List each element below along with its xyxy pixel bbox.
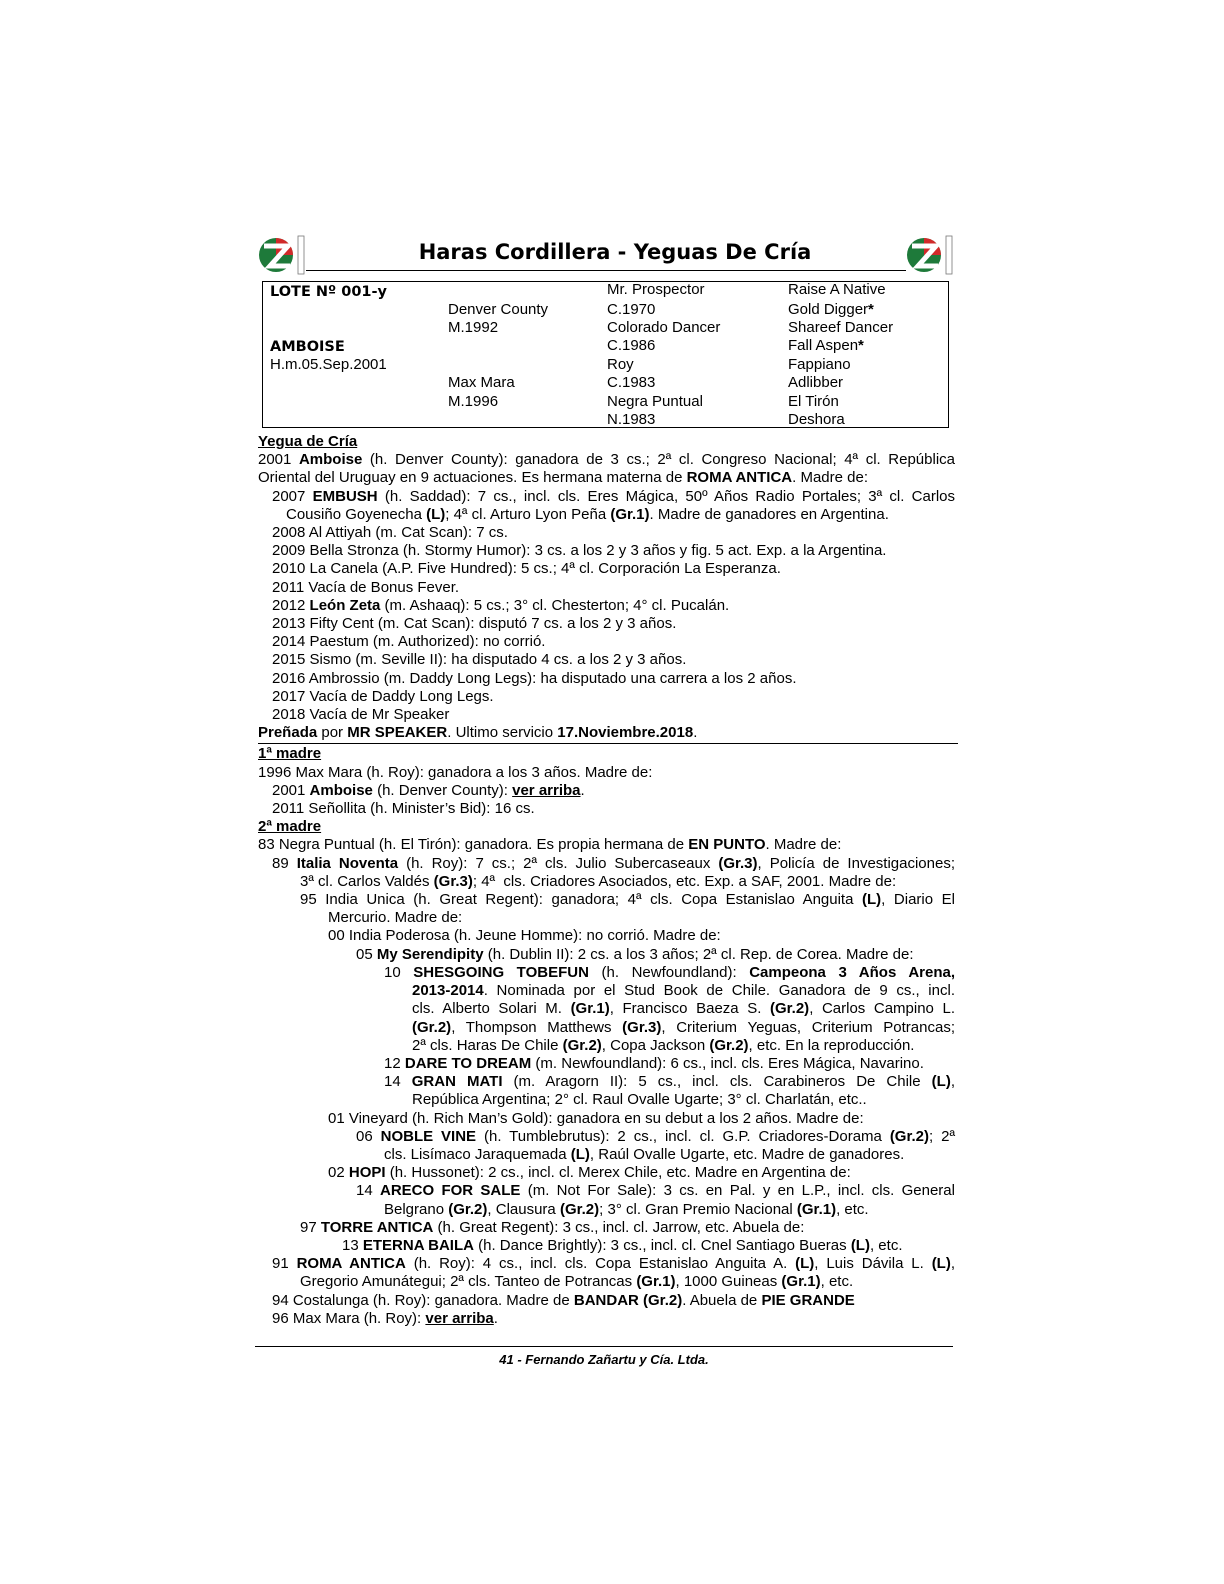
record-line: 83 Negra Puntual (h. El Tirón): ganadora. Es propia hermana de EN PUNTO. Madre de: [258, 836, 842, 854]
record-line: 2010 La Canela (A.P. Five Hundred): 5 cs.; 4ª cl. Corporación La Esperanza. [272, 560, 781, 578]
horse-info: H.m.05.Sep.2001 [270, 356, 387, 373]
record-line: 2013 Fifty Cent (m. Cat Scan): disputó 7 cs. a los 2 y 3 años. [272, 615, 677, 633]
header-divider [306, 270, 906, 271]
record-line: 89 Italia Noventa (h. Roy): 7 cs.; 2ª cls. Julio Subercaseaux (Gr.3), Policía de Investigaciones; [272, 854, 955, 872]
record-line: 12 DARE TO DREAM (m. Newfoundland): 6 cs., incl. cls. Eres Mágica, Navarino. [384, 1054, 924, 1072]
record-line: cls. Lisímaco Jaraquemada (L), Raúl Ovalle Ugarte, etc. Madre de ganadores. [384, 1145, 905, 1163]
great-grandparent-6: Adlibber [788, 374, 844, 391]
record-line: 2017 Vacía de Daddy Long Legs. [272, 687, 494, 705]
record-line: 2014 Paestum (m. Authorized): no corrió. [272, 633, 546, 651]
page-title: Haras Cordillera - Yeguas De Cría [418, 240, 812, 264]
section-yegua-heading: Yegua de Cría [258, 433, 358, 450]
record-line: 01 Vineyard (h. Rich Man’s Gold): ganadora en su debut a los 2 años. Madre de: [328, 1109, 864, 1127]
sire-name: Denver County [448, 301, 549, 318]
grandsire-3: Roy [607, 356, 634, 373]
pregnancy-status: Preñada por MR SPEAKER. Ultimo servicio 17.Noviembre.2018. [258, 724, 698, 742]
record-line: República Argentina; 2° cl. Raul Ovalle Ugarte; 3° cl. Charlatán, etc.. [412, 1091, 867, 1109]
great-grandparent-5: Fappiano [788, 356, 851, 373]
record-line: 14 GRAN MATI (m. Aragorn II): 5 cs., incl. cls. Carabineros De Chile (L), [384, 1073, 955, 1091]
page-footer: 41 - Fernando Zañartu y Cía. Ltda. [499, 1352, 709, 1367]
great-grandparent-4: Fall Aspen* [788, 337, 864, 354]
section-divider [258, 743, 958, 744]
record-line: Cousiño Goyenecha (L); 4ª cl. Arturo Lyon Peña (Gr.1). Madre de ganadores en Argentina. [286, 505, 889, 523]
record-line: 2001 Amboise (h. Denver County): ver arriba. [272, 781, 585, 799]
record-line: cls. Alberto Solari M. (Gr.1), Francisco Baeza S. (Gr.2), Carlos Campino L. [412, 1000, 955, 1018]
record-line: 2015 Sismo (m. Seville II): ha disputado 4 cs. a los 2 y 3 años. [272, 651, 687, 669]
record-line: 95 India Unica (h. Great Regent): ganadora; 4ª cls. Copa Estanislao Anguita (L), Diario El [300, 891, 955, 909]
great-grandparent-7: El Tirón [788, 393, 839, 410]
record-line: 06 NOBLE VINE (h. Tumblebrutus): 2 cs., incl. cl. G.P. Criadores-Dorama (Gr.2); 2ª [356, 1127, 955, 1145]
record-line: 2007 EMBUSH (h. Saddad): 7 cs., incl. cls. Eres Mágica, 50º Años Radio Portales; 3ª cl. Carlos [272, 487, 956, 505]
record-line: 2009 Bella Stronza (h. Stormy Humor): 3 cs. a los 2 y 3 años y fig. 5 act. Exp. a la Argentina. [272, 542, 887, 560]
section-madre1-heading: 1ª madre [258, 745, 322, 763]
record-line: 97 TORRE ANTICA (h. Great Regent): 3 cs., incl. cl. Jarrow, etc. Abuela de: [300, 1218, 805, 1236]
footer-divider [255, 1346, 953, 1347]
record-line: 2001 Amboise (h. Denver County): ganadora de 3 cs.; 2ª cl. Congreso Nacional; 4ª cl. República [258, 451, 955, 469]
lot-number: LOTE Nº 001-y [270, 284, 387, 300]
record-line: 2012 León Zeta (m. Ashaaq): 5 cs.; 3° cl. Chesterton; 4° cl. Pucalán. [272, 596, 730, 614]
grandsire-4-info: N.1983 [607, 411, 656, 428]
grandsire-1: Mr. Prospector [607, 281, 705, 298]
record-line: 02 HOPI (h. Hussonet): 2 cs., incl. cl. Merex Chile, etc. Madre en Argentina de: [328, 1164, 851, 1182]
record-line: 96 Max Mara (h. Roy): ver arriba. [272, 1309, 498, 1327]
record-line: 2018 Vacía de Mr Speaker [272, 706, 450, 724]
grandsire-2-info: C.1986 [607, 337, 656, 354]
dam-info: M.1996 [448, 393, 499, 410]
record-line: Gregorio Amunátegui; 2ª cls. Tanteo de Potrancas (Gr.1), 1000 Guineas (Gr.1), etc. [300, 1273, 854, 1291]
great-grandparent-1: Raise A Native [788, 281, 886, 298]
record-line: Oriental del Uruguay en 9 actuaciones. Es hermana materna de ROMA ANTICA. Madre de: [258, 469, 868, 487]
dam-name: Max Mara [448, 374, 515, 391]
record-line: 2008 Al Attiyah (m. Cat Scan): 7 cs. [272, 524, 508, 542]
record-line: Belgrano (Gr.2), Clausura (Gr.2); 3° cl. Gran Premio Nacional (Gr.1), etc. [384, 1200, 869, 1218]
great-grandparent-8: Deshora [788, 411, 845, 428]
record-line: 2016 Ambrossio (m. Daddy Long Legs): ha disputado una carrera a los 2 años. [272, 669, 797, 687]
record-line: 91 ROMA ANTICA (h. Roy): 4 cs., incl. cls. Copa Estanislao Anguita A. (L), Luis Dávila L. (L), [272, 1255, 956, 1273]
record-line: 10 SHESGOING TOBEFUN (h. Newfoundland): Campeona 3 Años Arena, [384, 963, 956, 981]
grandsire-2: Colorado Dancer [607, 319, 721, 336]
record-line: 2011 Vacía de Bonus Fever. [272, 578, 460, 596]
record-line: 13 ETERNA BAILA (h. Dance Brightly): 3 cs., incl. cl. Cnel Santiago Bueras (L), etc. [342, 1236, 903, 1254]
grandsire-3-info: C.1983 [607, 374, 656, 391]
grandsire-1-info: C.1970 [607, 301, 656, 318]
record-line: 94 Costalunga (h. Roy): ganadora. Madre de BANDAR (Gr.2). Abuela de PIE GRANDE [272, 1291, 855, 1309]
sire-info: M.1992 [448, 319, 499, 336]
great-grandparent-3: Shareef Dancer [788, 319, 894, 336]
section-madre2-heading: 2ª madre [258, 818, 322, 836]
record-line: (Gr.2), Thompson Matthews (Gr.3), Criterium Yeguas, Criterium Potrancas; [412, 1018, 955, 1036]
record-line: Mercurio. Madre de: [328, 909, 463, 927]
record-line: 2ª cls. Haras De Chile (Gr.2), Copa Jackson (Gr.2), etc. En la reproducción. [412, 1036, 915, 1054]
haras-logo-right [906, 232, 954, 278]
record-line: 14 ARECO FOR SALE (m. Not For Sale): 3 cs. en Pal. y en L.P., incl. cls. General [356, 1182, 955, 1200]
record-line: 3ª cl. Carlos Valdés (Gr.3); 4ª cls. Criadores Asociados, etc. Exp. a SAF, 2001. Madre de: [300, 872, 897, 890]
record-line: 2011 Señollita (h. Minister’s Bid): 16 cs. [272, 800, 535, 818]
record-line: 00 India Poderosa (h. Jeune Homme): no corrió. Madre de: [328, 927, 721, 945]
record-line: 1996 Max Mara (h. Roy): ganadora a los 3 años. Madre de: [258, 763, 653, 781]
produce-record [258, 433, 955, 1328]
haras-logo-left [258, 232, 306, 278]
record-line: 05 My Serendipity (h. Dublin II): 2 cs. a los 3 años; 2ª cl. Rep. de Corea. Madre de: [356, 945, 914, 963]
horse-name: AMBOISE [270, 339, 345, 355]
record-line: 2013-2014. Nominada por el Stud Book de Chile. Ganadora de 9 cs., incl. [412, 982, 955, 1000]
great-grandparent-2: Gold Digger* [788, 301, 874, 318]
grandsire-4: Negra Puntual [607, 393, 703, 410]
